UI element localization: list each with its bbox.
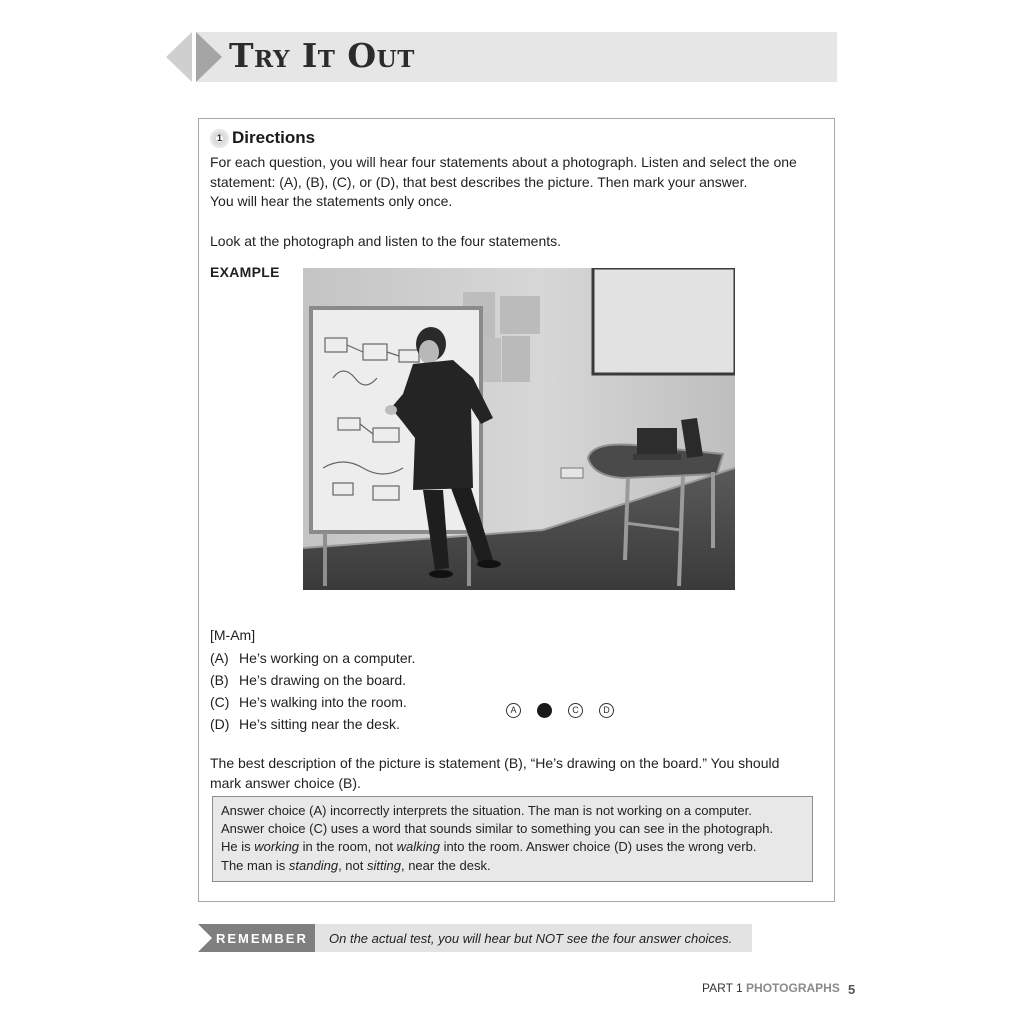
- header-arrow-front-icon: [196, 32, 222, 82]
- explanation-emphasis: standing: [288, 857, 339, 873]
- page-number: 5: [848, 982, 856, 997]
- explanation-text: , near the desk.: [400, 857, 491, 873]
- answer-line-1: The best description of the picture is statement (B), “He’s drawing on the board.” You should: [210, 755, 780, 771]
- option-text: He’s walking into the room.: [239, 694, 407, 710]
- example-label: EXAMPLE: [210, 264, 280, 280]
- remember-note: On the actual test, you will hear but NOT see the four answer choices.: [329, 931, 733, 946]
- remember-label: REMEMBER: [216, 931, 308, 946]
- answer-bubble-b-filled[interactable]: [537, 703, 552, 718]
- explanation-emphasis: working: [254, 839, 300, 855]
- explanation-text: He is: [221, 839, 255, 855]
- directions-title: Directions: [232, 128, 316, 147]
- audio-track-cd-icon: 1: [210, 129, 229, 148]
- option-letter: (B): [210, 672, 229, 688]
- page-title: Try It Out: [229, 36, 415, 75]
- explanation-emphasis: sitting: [367, 857, 401, 873]
- option-text: He’s drawing on the board.: [239, 672, 407, 688]
- directions-line-1: For each question, you will hear four statements about a photograph. Listen and select the one: [210, 154, 797, 170]
- footer-section: [702, 981, 840, 995]
- speaker-label: [M-Am]: [210, 627, 256, 643]
- header-arrow-back-icon: [166, 32, 192, 82]
- option-text: He’s working on a computer.: [239, 650, 416, 666]
- option-row-d: [0, 716, 1024, 736]
- explanation-line-3: [221, 838, 804, 856]
- footer-section-name: PHOTOGRAPHS: [746, 981, 840, 995]
- option-row-b: [0, 672, 1024, 692]
- directions-line-2: statement: (A), (B), (C), or (D), that best describes the picture. Then mark your answer.: [210, 174, 748, 190]
- option-letter: (D): [210, 716, 230, 732]
- explanation-box: [212, 796, 813, 882]
- option-text: He’s sitting near the desk.: [239, 716, 400, 732]
- answer-bubble-d[interactable]: D: [599, 703, 614, 718]
- answer-bubble-a[interactable]: A: [506, 703, 521, 718]
- instruction-text: Look at the photograph and listen to the four statements.: [210, 233, 562, 249]
- explanation-text: , not: [338, 857, 367, 873]
- option-letter: (A): [210, 650, 229, 666]
- remember-arrow-icon: [198, 924, 212, 952]
- explanation-emphasis: walking: [396, 839, 440, 855]
- explanation-line-4: [221, 857, 804, 875]
- explanation-text: The man is: [221, 857, 289, 873]
- example-photograph: [303, 268, 735, 590]
- explanation-line-2: Answer choice (C) uses a word that sounds similar to something you can see in the photograph.: [221, 821, 774, 837]
- footer-part: PART 1: [702, 981, 743, 995]
- directions-line-3: You will hear the statements only once.: [210, 193, 453, 209]
- explanation-line-1: Answer choice (A) incorrectly interprets the situation. The man is not working on a computer.: [221, 803, 752, 818]
- explanation-text: in the room, not: [299, 839, 397, 855]
- answer-bubble-c[interactable]: C: [568, 703, 583, 718]
- answer-line-2: mark answer choice (B).: [210, 775, 361, 791]
- option-letter: (C): [210, 694, 230, 710]
- option-row-a: [0, 650, 1024, 670]
- explanation-text: into the room. Answer choice (D) uses the wrong verb.: [439, 839, 757, 855]
